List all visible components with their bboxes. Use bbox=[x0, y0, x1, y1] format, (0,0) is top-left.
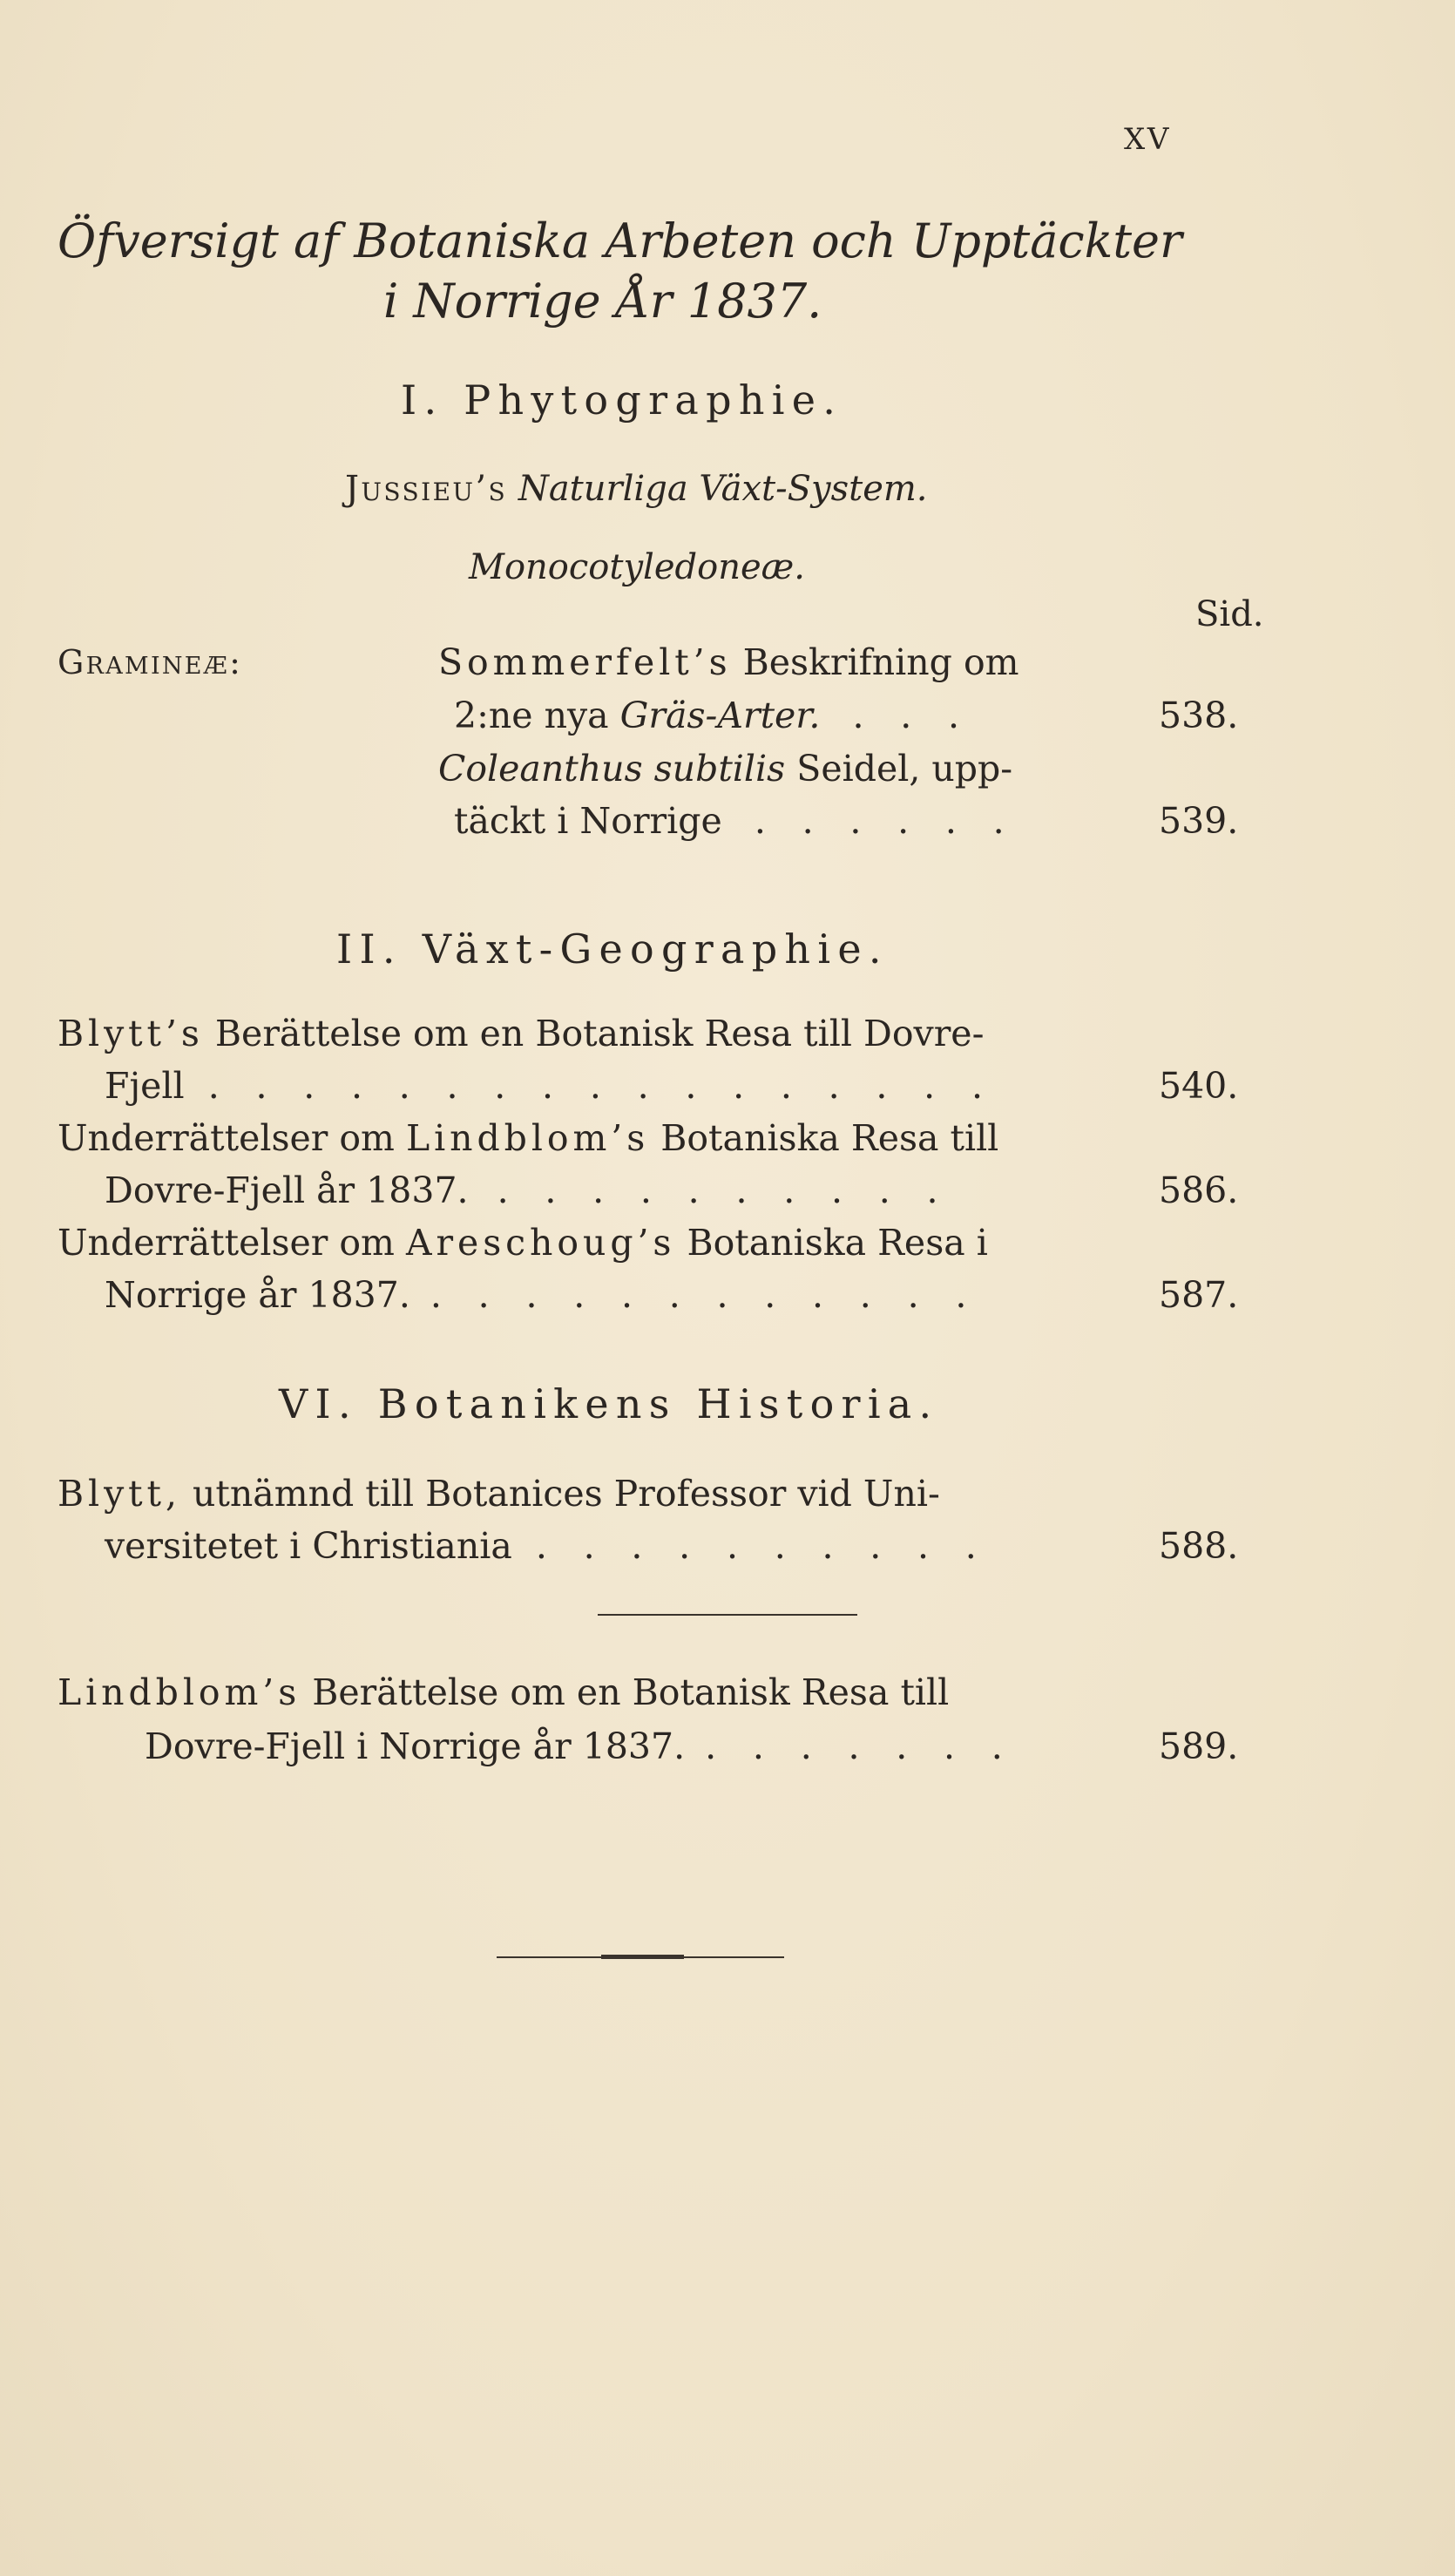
family-name: Gramineæ: bbox=[58, 643, 243, 681]
author-name: Sommerfelt’s bbox=[438, 641, 732, 683]
system-author: Jussieu’s bbox=[345, 469, 508, 509]
toc-entry-line: Underrättelser om Areschoug’s Botaniska Resa i bbox=[58, 1222, 988, 1264]
page-subtitle: i Norrige År 1837. bbox=[383, 274, 822, 329]
page-title: Öfversigt af Botaniska Arbeten och Upptäckter bbox=[58, 214, 1182, 268]
toc-entry-line: Dovre-Fjell i Norrige år 1837. . . . . . . . bbox=[145, 1725, 1016, 1767]
toc-entry-line: täckt i Norrige . . . . . . bbox=[454, 800, 1018, 842]
end-rule-thick bbox=[601, 1955, 684, 1959]
toc-entry-line: Lindblom’s Berättelse om en Botanisk Resa till bbox=[58, 1671, 950, 1713]
author-name: Lindblom’s bbox=[405, 1117, 650, 1159]
section-heading-vaxt-geographie: II. Växt-Geographie. bbox=[336, 925, 889, 973]
toc-entry-line: Sommerfelt’s Beskrifning om bbox=[438, 641, 1019, 683]
toc-entry-line: Coleanthus subtilis Seidel, upp- bbox=[438, 748, 1013, 790]
system-title: Naturliga Växt-System. bbox=[518, 469, 928, 509]
toc-entry-line: Dovre-Fjell år 1837. . . . . . . . . . . bbox=[105, 1169, 951, 1211]
section-heading-phytographie: I. Phytographie. bbox=[401, 376, 843, 424]
page-ref: 538. bbox=[1159, 695, 1239, 736]
sid-label: Sid. bbox=[1195, 594, 1264, 634]
toc-entry-line: Norrige år 1837. . . . . . . . . . . . . bbox=[105, 1274, 979, 1316]
author-name: Blytt’s bbox=[58, 1013, 204, 1054]
toc-entry-line: Blytt’s Berättelse om en Botanisk Resa till Dovre- bbox=[58, 1013, 985, 1054]
section-heading-botanikens-historia: VI. Botanikens Historia. bbox=[279, 1380, 939, 1427]
page-ref: 588. bbox=[1159, 1525, 1239, 1567]
author-name: Blytt, bbox=[58, 1473, 181, 1515]
toc-entry-line: 2:ne nya Gräs-Arter. . . . bbox=[454, 695, 972, 736]
system-line bbox=[345, 469, 928, 509]
toc-entry-line: Fjell . . . . . . . . . . . . . . . . . bbox=[105, 1065, 996, 1107]
species-name: Coleanthus subtilis bbox=[438, 748, 786, 790]
page-ref: 586. bbox=[1159, 1169, 1239, 1211]
author-name: Areschoug’s bbox=[405, 1222, 676, 1264]
page-ref: 540. bbox=[1159, 1065, 1239, 1107]
page-ref: 589. bbox=[1159, 1725, 1239, 1767]
page-ref: 587. bbox=[1159, 1274, 1239, 1316]
page-ref: 539. bbox=[1159, 800, 1239, 842]
section-divider bbox=[598, 1614, 857, 1616]
toc-entry-line: Blytt, utnämnd till Botanices Professor vid Uni- bbox=[58, 1473, 940, 1515]
author-name: Lindblom’s bbox=[58, 1671, 301, 1713]
page-number: XV bbox=[1124, 122, 1172, 157]
toc-entry-line: versitetet i Christiania . . . . . . . . . . bbox=[105, 1525, 990, 1567]
toc-entry-line: Underrättelser om Lindblom’s Botaniska Resa till bbox=[58, 1117, 999, 1159]
class-name: Monocotyledoneæ. bbox=[469, 547, 805, 587]
